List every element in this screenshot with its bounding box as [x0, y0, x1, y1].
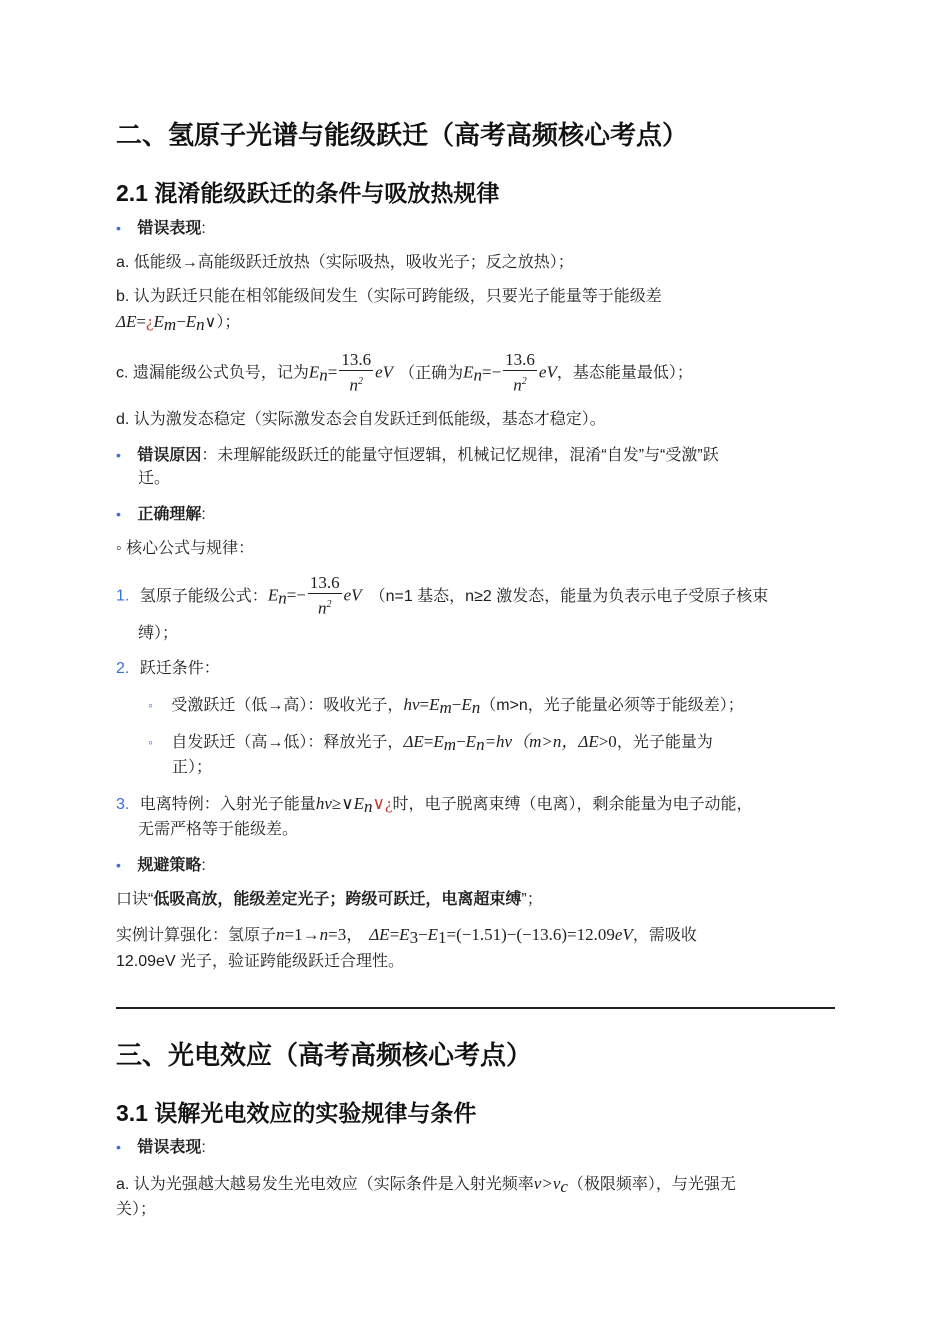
equals: = — [419, 695, 430, 714]
item1-prefix: 氢原子能级公式： — [139, 587, 268, 605]
sub-1: 1 — [438, 928, 447, 947]
sub-item-spontaneous — [148, 730, 713, 757]
calculation: =(−1.51)−(−13.6)=12.09 — [446, 925, 615, 944]
numerator: 13.6 — [309, 573, 340, 592]
example-prefix: 实例计算强化：氢原子 — [116, 927, 277, 944]
e-m: E — [153, 312, 164, 331]
e-n: E — [267, 585, 279, 605]
equals: = — [389, 925, 400, 944]
e-n: E — [461, 695, 472, 714]
n-symbol: n — [276, 925, 285, 944]
h-nu: hν — [315, 794, 332, 813]
item-b-line2 — [116, 310, 240, 337]
unit-ev: eV — [375, 362, 394, 382]
sub2-prefix: 自发跃迁（高→低）：释放光子， — [171, 734, 404, 751]
item2-text: 跃迁条件： — [139, 660, 220, 677]
nu-greater-nu: ν>ν — [533, 1174, 561, 1193]
delta-e: ΔE — [578, 732, 599, 751]
e-n: E — [353, 794, 365, 813]
e-n: E — [185, 312, 197, 331]
denominator — [503, 371, 537, 397]
mnemonic — [116, 888, 543, 912]
delta-e: ΔE — [403, 732, 424, 751]
numerator: 13.6 — [505, 350, 535, 369]
e-m: E — [433, 732, 444, 751]
list-item-3 — [116, 792, 753, 819]
delta-e: ΔE — [116, 312, 137, 331]
sub-item-excited — [148, 693, 744, 720]
e-n: E — [308, 362, 320, 382]
section-2-1-title: 2.1 混淆能级跃迁的条件与吸放热规律 — [116, 180, 500, 206]
sub-n: n — [278, 588, 287, 608]
error-show-label: 错误表现 — [137, 220, 202, 237]
denominator-n: n — [513, 375, 522, 395]
minus: − — [456, 732, 466, 751]
n-symbol: n — [319, 925, 329, 944]
error-reason-label: 错误原因 — [137, 447, 202, 464]
example-calc — [116, 923, 697, 950]
unit-ev: eV — [538, 362, 557, 382]
unit-ev: eV — [343, 585, 362, 605]
equals-minus: =− — [286, 585, 306, 605]
example-tail: ，需吸收 — [632, 927, 697, 944]
condition-open: （m>n， — [512, 732, 579, 751]
bullet: • — [116, 220, 121, 236]
sub-3: 3 — [409, 928, 419, 947]
mnemonic-tail: ”； — [521, 891, 543, 908]
item-d: d. 认为激发态稳定（实际激发态会自发跃迁到低能级，基态才稳定）。 — [116, 411, 606, 428]
sub-bullet: ◦ — [148, 734, 153, 750]
denominator-n: n — [318, 598, 327, 618]
section-3-1-title: 3.1 误解光电效应的实验规律与条件 — [116, 1100, 477, 1126]
b-tail: ∨）； — [204, 314, 241, 331]
section-divider — [116, 1007, 835, 1009]
bullet: • — [116, 447, 121, 463]
sub-item-spontaneous-line2: 正）； — [172, 759, 213, 776]
item-c — [116, 350, 693, 398]
equals-h-nu: =hν — [484, 732, 513, 751]
n-to: =3， — [328, 925, 364, 944]
item3-prefix: 电离特例：入射光子能量 — [139, 796, 316, 813]
sub-c: c — [560, 1177, 568, 1196]
right-understand-label: 正确理解 — [137, 506, 202, 523]
sub-n: n — [364, 797, 373, 816]
denominator-n: n — [349, 375, 359, 395]
avoid-strategy-item — [116, 853, 206, 878]
h-nu: hν — [403, 695, 420, 714]
item-3a-line2: 关）； — [116, 1201, 157, 1218]
list-item-3-line2: 无需严格等于能级差。 — [138, 821, 299, 838]
equals: = — [327, 362, 338, 382]
section-3-title: 三、光电效应（高考高频核心考点） — [116, 1040, 533, 1070]
e-1: E — [427, 925, 439, 944]
mnemonic-prefix: 口诀“ — [116, 891, 154, 908]
inverted-question-glyph: ¿ — [145, 312, 154, 331]
example-line2: 12.09eV 光子，验证跨能级跃迁合理性。 — [116, 953, 405, 970]
list-number: 2. — [116, 660, 130, 677]
denominator — [339, 371, 373, 397]
sub-n: n — [473, 365, 482, 385]
colon: : — [201, 506, 206, 523]
minus: − — [176, 312, 186, 331]
core-formula-heading: ◦ 核心公式与规律： — [116, 540, 255, 557]
c-middle: （正确为 — [399, 364, 464, 382]
delta-e: ΔE — [369, 925, 390, 944]
sub-m: m — [163, 315, 177, 334]
error-reason-item — [116, 443, 719, 468]
colon: : — [201, 220, 206, 237]
greater-equal: ≥∨ — [331, 794, 354, 813]
equals: = — [136, 312, 146, 331]
sub-m: m — [443, 735, 457, 754]
mnemonic-text: 低吸高放，能级差定光子；跨级可跃迁，电离超束缚 — [153, 891, 522, 908]
item-3a-tail: （极限频率），与光强无 — [567, 1176, 736, 1193]
e-n: E — [463, 362, 474, 382]
e-m: E — [429, 695, 440, 714]
minus: − — [418, 925, 428, 944]
list-item-1 — [116, 573, 768, 621]
inverted-question-glyph: ∨¿ — [372, 794, 393, 813]
error-show-item-3 — [116, 1135, 206, 1160]
exponent: 2 — [326, 599, 332, 610]
item-a: a. 低能级→高能级跃迁放热（实际吸热，吸收光子；反之放热）； — [116, 254, 574, 271]
fraction — [308, 573, 342, 620]
n-from: =1→ — [284, 925, 320, 944]
exponent: 2 — [521, 376, 527, 387]
list-item-2 — [116, 657, 220, 681]
sub-m: m — [439, 698, 452, 717]
minus: − — [451, 695, 462, 714]
item1-tail: （n=1 基态，n≥2 激发态，能量为负表示电子受原子核束 — [369, 587, 769, 605]
equals-minus: =− — [481, 362, 502, 382]
colon: : — [201, 857, 206, 874]
error-reason-line2: 迁。 — [138, 470, 171, 487]
c-tail: ，基态能量最低）； — [556, 364, 693, 382]
sub-n: n — [196, 315, 205, 334]
list-item-1-line2: 缚）； — [138, 625, 179, 642]
item-b-line1: b. 认为跃迁只能在相邻能级间发生（实际可跨能级，只要光子能量等于能级差 — [116, 288, 662, 305]
greater-than-zero: >0 — [598, 732, 617, 751]
sub-bullet: ◦ — [148, 697, 153, 713]
bullet: • — [116, 1139, 121, 1155]
item-3a — [116, 1172, 736, 1199]
list-number: 3. — [116, 796, 130, 813]
fraction — [339, 350, 373, 397]
error-show-label: 错误表现 — [137, 1139, 202, 1156]
denominator — [308, 594, 342, 620]
avoid-strategy-label: 规避策略 — [137, 857, 202, 874]
bullet: • — [116, 857, 121, 873]
equals: = — [423, 732, 434, 751]
sub-n: n — [319, 365, 328, 385]
e-n: E — [465, 732, 477, 751]
fraction — [503, 350, 537, 397]
sub1-tail: （m>n，光子能量必须等于能级差）； — [480, 697, 744, 714]
item3-tail: 时，电子脱离束缚（电离），剩余能量为电子动能， — [392, 796, 753, 813]
unit-ev: eV — [614, 925, 633, 944]
colon: : — [201, 1139, 206, 1156]
error-reason-text: ：未理解能级跃迁的能量守恒逻辑，机械记忆规律，混淆“自发”与“受激”跃 — [201, 447, 719, 464]
exponent: 2 — [358, 376, 364, 387]
section-2-title: 二、氢原子光谱与能级跃迁（高考高频核心考点） — [116, 120, 689, 150]
c-prefix: c. 遗漏能级公式负号，记为 — [116, 364, 309, 382]
sub2-tail: ，光子能量为 — [616, 734, 713, 751]
list-number: 1. — [116, 587, 130, 605]
sub1-prefix: 受激跃迁（低→高）：吸收光子， — [171, 697, 404, 714]
item-3a-prefix: a. 认为光强越大越易发生光电效应（实际条件是入射光频率 — [116, 1176, 534, 1193]
sub-n: n — [471, 698, 481, 717]
bullet: • — [116, 506, 121, 522]
numerator: 13.6 — [341, 350, 372, 369]
e-3: E — [399, 925, 410, 944]
error-show-item — [116, 216, 206, 241]
sub-n: n — [476, 735, 485, 754]
right-understand-item — [116, 502, 206, 527]
